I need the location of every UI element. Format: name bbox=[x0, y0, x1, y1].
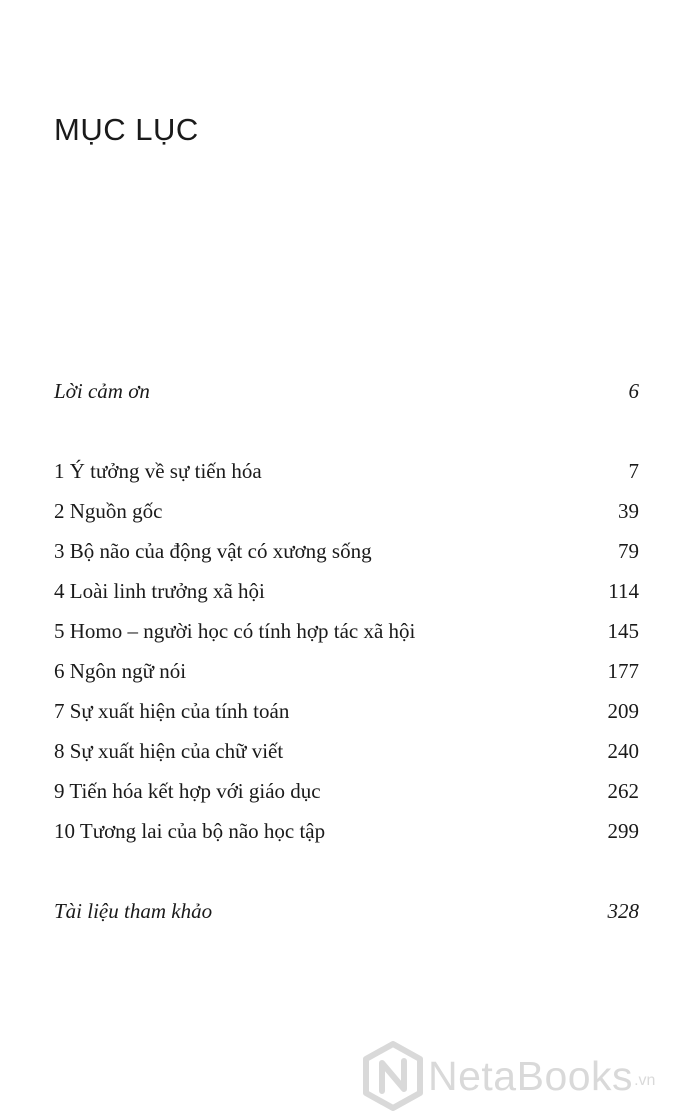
toc-entry-chapter-10[interactable] bbox=[54, 818, 639, 844]
toc-entry-page: 7 bbox=[628, 459, 639, 483]
watermark-brand: NetaBooks bbox=[428, 1052, 634, 1099]
toc-entry-label: Lời cảm ơn bbox=[54, 379, 150, 403]
toc-entry-label: 5 Homo – người học có tính hợp tác xã hội bbox=[54, 619, 416, 643]
toc-entry-page: 299 bbox=[607, 819, 639, 843]
netabooks-logo-icon bbox=[362, 1041, 424, 1111]
toc-entry-chapter-8[interactable] bbox=[54, 738, 639, 764]
toc-entry-chapter-7[interactable] bbox=[54, 698, 639, 724]
toc-entry-label: 4 Loài linh trưởng xã hội bbox=[54, 579, 265, 603]
toc-entry-label: 1 Ý tưởng về sự tiến hóa bbox=[54, 459, 262, 483]
toc-entry-page: 328 bbox=[607, 899, 639, 923]
toc-entry-chapter-2[interactable] bbox=[54, 498, 639, 524]
toc-entry-chapter-6[interactable] bbox=[54, 658, 639, 684]
watermark-suffix: .vn bbox=[634, 1072, 656, 1089]
toc-entry-references[interactable] bbox=[54, 898, 639, 924]
toc-entry-chapter-5[interactable] bbox=[54, 618, 639, 644]
toc-entry-label: 2 Nguồn gốc bbox=[54, 499, 163, 523]
toc-entry-page: 39 bbox=[618, 499, 639, 523]
toc-entry-page: 240 bbox=[607, 739, 639, 763]
toc-entry-acknowledgements[interactable] bbox=[54, 378, 639, 404]
toc-entry-chapter-9[interactable] bbox=[54, 778, 639, 804]
toc-entry-page: 145 bbox=[607, 619, 639, 643]
toc-entry-label: 9 Tiến hóa kết hợp với giáo dục bbox=[54, 779, 321, 803]
toc-entry-page: 79 bbox=[618, 539, 639, 563]
toc-entry-page: 209 bbox=[607, 699, 639, 723]
toc-entry-label: 10 Tương lai của bộ não học tập bbox=[54, 819, 326, 843]
netabooks-watermark bbox=[362, 1040, 692, 1112]
page-title: MỤC LỤC bbox=[54, 112, 199, 147]
toc-entry-chapter-1[interactable] bbox=[54, 458, 639, 484]
toc-entry-chapter-4[interactable] bbox=[54, 578, 639, 604]
toc-entry-label: Tài liệu tham khảo bbox=[54, 899, 213, 923]
toc-entry-page: 262 bbox=[607, 779, 639, 803]
toc-entry-chapter-3[interactable] bbox=[54, 538, 639, 564]
toc-entry-page: 177 bbox=[607, 659, 639, 683]
toc-entry-label: 6 Ngôn ngữ nói bbox=[54, 659, 187, 683]
toc-entry-page: 114 bbox=[608, 579, 639, 603]
toc-entry-label: 8 Sự xuất hiện của chữ viết bbox=[54, 739, 284, 763]
toc-entry-label: 7 Sự xuất hiện của tính toán bbox=[54, 699, 290, 723]
toc-entry-page: 6 bbox=[628, 379, 639, 403]
toc-entry-label: 3 Bộ não của động vật có xương sống bbox=[54, 539, 372, 563]
